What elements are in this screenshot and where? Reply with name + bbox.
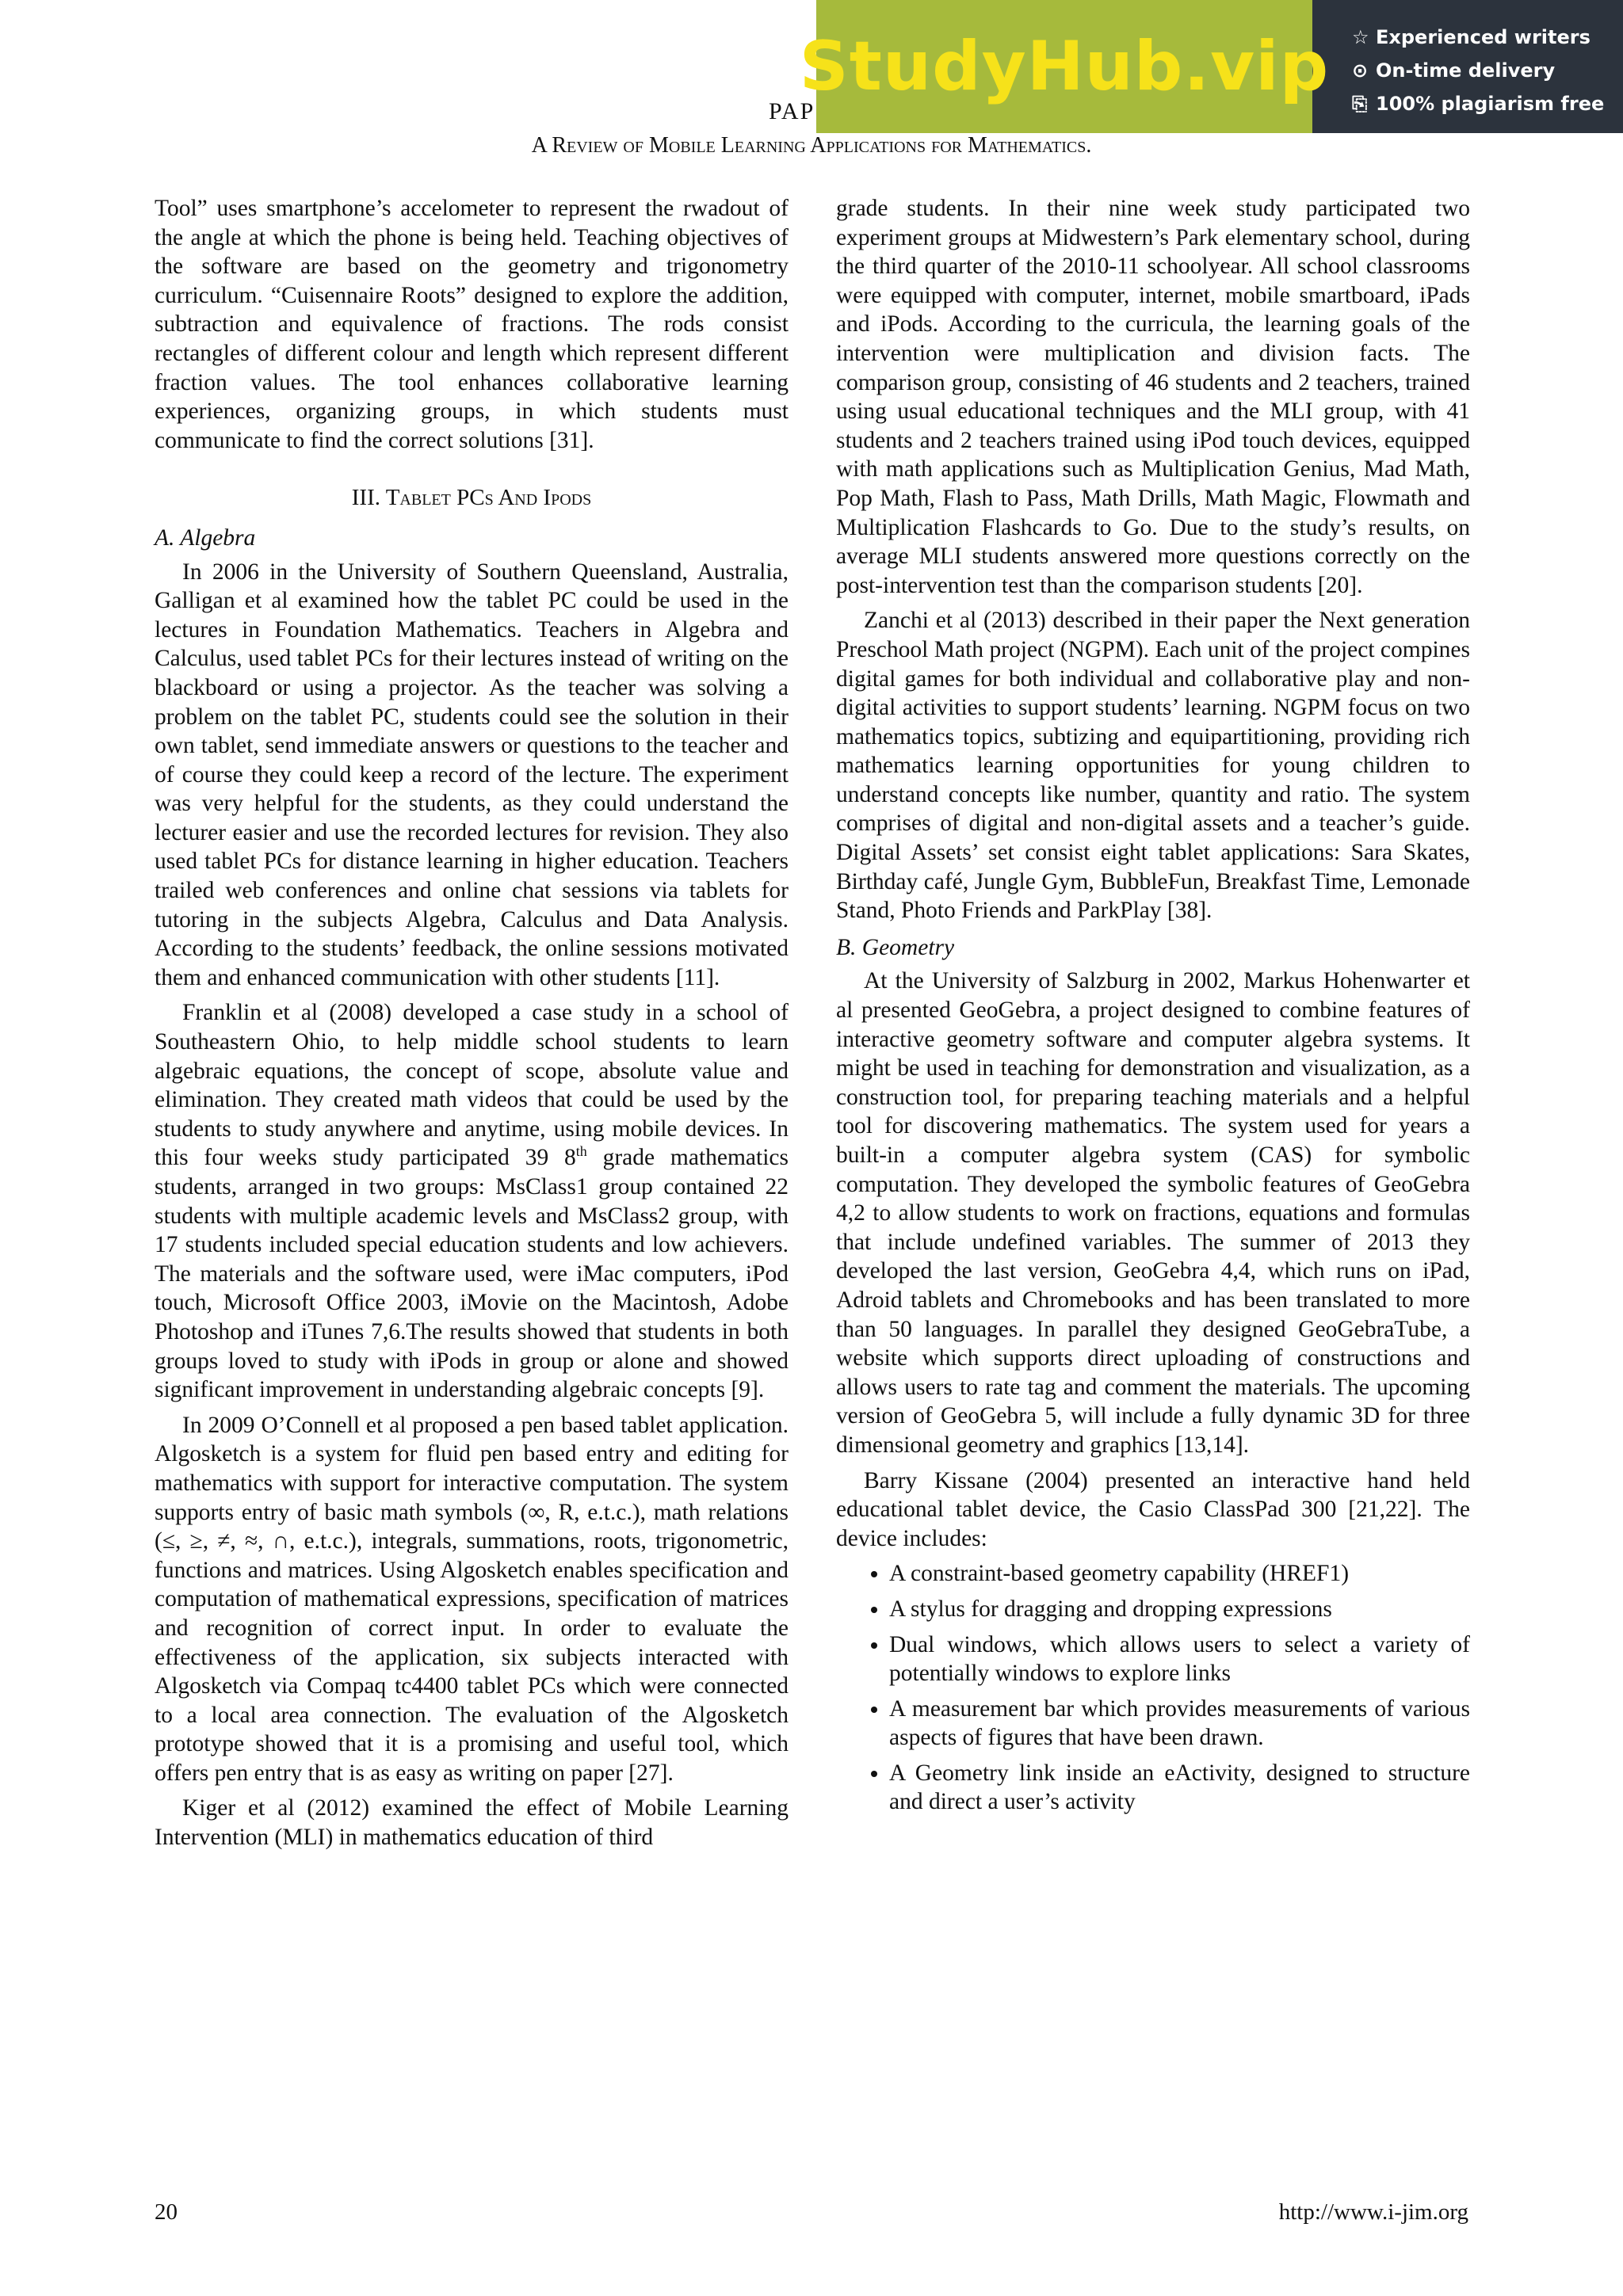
banner-logo[interactable] <box>799 0 1330 133</box>
paragraph: Barry Kissane (2004) presented an interactive hand held educational tablet device, the Casio ClassPad 300 [21,22]. The device includes: <box>836 1467 1470 1551</box>
paragraph: In 2006 in the University of Southern Queensland, Australia, Galligan et al examined how the tablet PC could be used in the lectures in Foundation Mathematics. Teachers in Algebra and Calculus, used tablet PCs for their lectures instead of writing on the blackboard or using a projector. As the teacher was solving a problem on the tablet PC, students could see the solution in their own tablet, send immediate answers or questions to the teacher and of course they could keep a record of the lecture. The experiment was very helpful for the students, as they could understand the lecturer easier and use the recorded lectures for revision. They also used tablet PCs for distance learning in higher education. Teachers trailed web conferences and online chat sessions via tablets for tutoring in the subjects Algebra, Calculus and Data Analysis. According to the students’ feedback, the online sessions motivated them and enhanced communication with other students [11]. <box>155 559 789 990</box>
paragraph: grade students. In their nine week study participated two experiment groups at Midwestern’s Park elementary school, during the third quarter of the 2010-11 schoolyear. All school classrooms were equipped with computer, internet, mobile smartboard, iPads and iPods. According to the curricula, the learning goals of the intervention were multiplication and division facts. The comparison group, consisting of 46 students and 2 teachers, trained using usual educational techniques and the MLI group, with 41 students and 2 teachers trained using iPod touch devices, equipped with math applications such as Multiplication Genius, Mad Math, Pop Math, Flash to Pass, Math Drills, Math Magic, Flowmath and Multiplication Flashcards to Go. Due to the study’s results, on average MLI students answered more questions correctly on the post-intervention test than the comparison students [20]. <box>836 196 1470 598</box>
list-item: • A measurement bar which provides measurements of various aspects of figures that have been drawn. <box>889 1695 1470 1753</box>
ad-banner[interactable] <box>799 0 1623 133</box>
left-column <box>155 194 789 1859</box>
page-number: 20 <box>155 2199 178 2225</box>
banner-feature: ⎘ 100% plagiarism free <box>1352 87 1604 120</box>
subsection-heading-geometry: B. Geometry <box>836 934 955 960</box>
bullet-list <box>836 1559 1470 1817</box>
banner-feature: ☆ Experienced writers <box>1352 21 1604 54</box>
section-heading: III. Tablet PCs And Ipods <box>351 485 592 511</box>
document-check-icon: ⎘ <box>1352 93 1368 115</box>
list-item: • A stylus for dragging and dropping expressions <box>889 1595 1470 1624</box>
running-header-subtitle: A Review of Mobile Learning Applications for Mathematics. <box>531 133 1092 158</box>
banner-features <box>1352 21 1604 120</box>
list-item: • A constraint-based geometry capability (HREF1) <box>889 1559 1470 1589</box>
paragraph: In 2009 O’Connell et al proposed a pen based tablet application. Algosketch is a system for fluid pen based entry and editing for mathematics with support for interactive computation. The system supports entry of basic math symbols (∞, R, e.t.c.), math relations (≤, ≥, ≠, ≈, ∩, e.t.c.), integrals, summations, roots, trigonometric, functions and matrices. Using Algosketch enables specification and computation of mathematical expressions, specification of matrices and recognition of correct input. In order to evaluate the effectiveness of the application, six subjects interacted with Algosketch via Compaq tc4400 tablet PCs which were connected to a local area connection. The evaluation of the Algosketch prototype showed that it is a promising and useful tool, which offers pen entry that is as easy as writing on paper [27]. <box>155 1412 789 1786</box>
star-icon: ☆ <box>1352 26 1369 48</box>
paragraph: At the University of Salzburg in 2002, Markus Hohenwarter et al presented GeoGebra, a project designed to combine features of interactive geometry software and computer algebra systems. It might be used in teaching for demonstration and visualization, as a construction tool, for preparing teaching materials and a helpful tool for discovering mathematics. The system used for years a built-in a computer algebra system (CAS) for symbolic computation. They developed the symbolic features of GeoGebra 4,2 to allow students to work on fractions, equations and formulas that include undefined variables. The summer of 2013 they developed the last version, GeoGebra 4,4, which runs on iPad, Adroid tablets and Chromebooks and has been translated to more than 50 languages. In parallel they designed GeoGebraTube, a website which supports direct uploading of constructions and allows users to rate tag and comment the materials. The upcoming version of GeoGebra 5, will include a fully dynamic 3D for three dimensional geometry and graphics [13,14]. <box>836 968 1470 1458</box>
banner-feature: ⊙ On-time delivery <box>1352 54 1604 87</box>
list-item: • A Geometry link inside an eActivity, designed to structure and direct a user’s activity <box>889 1759 1470 1817</box>
paragraph: Franklin et al (2008) developed a case study in a school of Southeastern Ohio, to help middle school students to learn algebraic equations, the concept of scope, absolute value and elimination. They created math videos that could be used by the students to study anywhere and anytime, using mobile devices. In this four weeks study participated 39 8th grade mathematics students, arranged in two groups: MsClass1 group contained 22 students with multiple academic levels and MsClass2 group, with 17 students included special education students and low achievers. The materials and the software used, were iMac computers, iPod touch, Microsoft Office 2003, iMovie on the Macintosh, Adobe Photoshop and iTunes 7,6.The results showed that students in both groups loved to study with iPods in group or alone and showed significant improvement in understanding algebraic concepts [9]. <box>155 1000 789 1403</box>
banner-logo-text: StudyHub.vip <box>799 27 1330 106</box>
footer-url[interactable]: http://www.i-jim.org <box>1278 2199 1468 2225</box>
right-column <box>836 194 1470 1823</box>
subsection-heading-algebra: A. Algebra <box>155 524 256 551</box>
clock-icon: ⊙ <box>1352 59 1369 82</box>
paragraph: Zanchi et al (2013) described in their paper the Next generation Preschool Math project (NGPM). Each unit of the project compines digital games for both individual and collaborative play and non-digital activities to support students’ learning. NGPM focus on two mathematics topics, subtizing and equipartitioning, providing rich mathematics learning opportunities for young children to understand concepts like number, quantity and ratio. The system comprises of digital and non-digital assets and a teacher’s guide. Digital Assets’ set consist eight tablet applications: Sara Skates, Birthday café, Jungle Gym, BubbleFun, Breakfast Time, Lemonade Stand, Photo Friends and ParkPlay [38]. <box>836 608 1470 924</box>
paragraph: Kiger et al (2012) examined the effect of Mobile Learning Intervention (MLI) in mathematics education of third <box>155 1795 789 1851</box>
running-header-title: PAP <box>769 98 815 124</box>
paragraph: Tool” uses smartphone’s accelometer to represent the rwadout of the angle at which the phone is being held. Teaching objectives of the software are based on the geometry and trigonometry curriculum. “Cuisennaire Roots” designed to explore the addition, subtraction and equivalence of fractions. The rods consist rectangles of different colour and length which represent different fraction values. The tool enhances collaborative learning experiences, organizing groups, in which students must communicate to find the correct solutions [31]. <box>155 196 789 453</box>
list-item: • Dual windows, which allows users to select a variety of potentially windows to explore links <box>889 1630 1470 1688</box>
